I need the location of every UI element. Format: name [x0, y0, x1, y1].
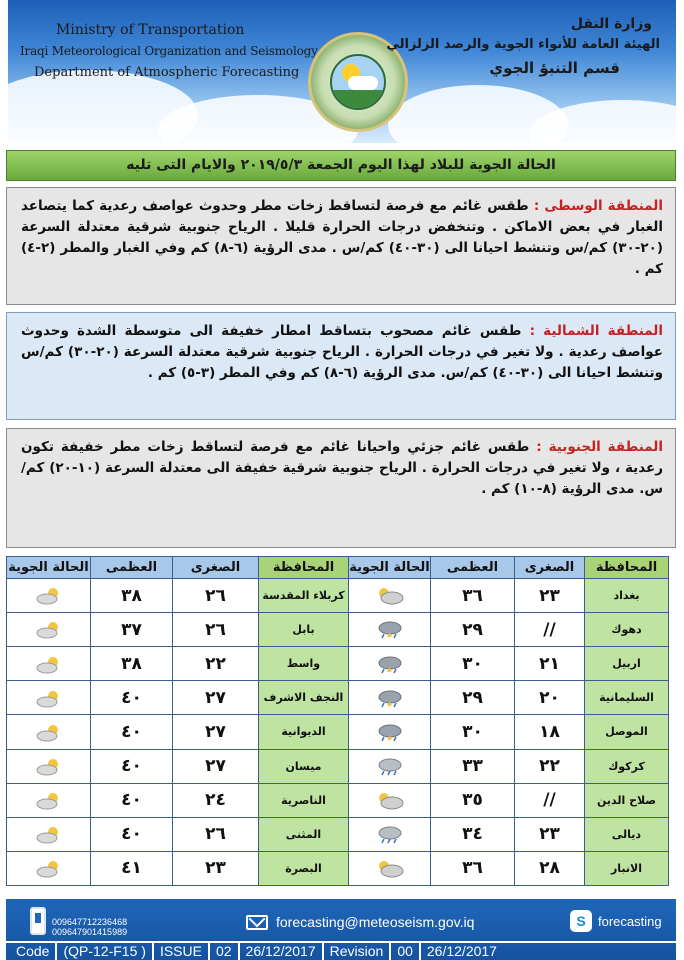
table-row: [7, 647, 669, 681]
thunder-rain-icon: [375, 620, 405, 639]
min-temp-cell: ٢٦: [173, 579, 259, 613]
max-temp-cell: ٣٨: [91, 579, 173, 613]
max-temp-cell: ٣٣: [431, 749, 515, 783]
mail-icon: [246, 915, 268, 930]
weather-icon-cell: [349, 783, 431, 817]
organization-en: Iraqi Meteorological Organization and Seismology: [20, 44, 318, 58]
max-temp-cell: ٤٠: [91, 715, 173, 749]
table-row: [7, 817, 669, 851]
region-text: طقس غائم مصحوب بتساقط امطار خفيفة الى متوسطة الشدة وحدوث عواصف رعدية . ولا تغير في درجات الحرارة . الرياح جنوبية شرقية معتدلة السرعة (٢٠-٣٠) كم/س وتنشط احيانا الى (٣٠-٤٠) كم/س. مدى الرؤية (٦-٨) كم وفي المطر (٣-٥) كم .: [21, 323, 663, 381]
min-temp-cell: ٢٨: [515, 851, 585, 885]
header-province: المحافظة: [585, 557, 669, 579]
header-province: المحافظة: [259, 557, 349, 579]
issue-number: 02: [208, 943, 238, 960]
weather-icon-cell: [7, 579, 91, 613]
min-temp-cell: ٢١: [515, 647, 585, 681]
min-temp-cell: ٢٣: [515, 579, 585, 613]
header-weather: الحالة الجوية: [349, 557, 431, 579]
partly-cloudy-icon: [34, 825, 64, 844]
min-temp-cell: ٢٤: [173, 783, 259, 817]
max-temp-cell: ٣٠: [431, 715, 515, 749]
code-value: (QP-12-F15 ): [55, 943, 151, 960]
table-row: [7, 579, 669, 613]
phone-number: 009647901415989: [52, 927, 128, 937]
phone-number: 009647712236468: [52, 917, 128, 927]
max-temp-cell: ٤٠: [91, 817, 173, 851]
province-cell: المثنى: [259, 817, 349, 851]
phone-numbers: [52, 917, 127, 937]
revision-date: 26/12/2017: [419, 943, 503, 960]
min-temp-cell: ٢٣: [515, 817, 585, 851]
header: [8, 0, 676, 143]
department-en: Department of Atmospheric Forecasting: [34, 65, 300, 80]
partly-cloudy-icon: [34, 688, 64, 707]
max-temp-cell: ٣٦: [431, 579, 515, 613]
min-temp-cell: ١٨: [515, 715, 585, 749]
weather-icon-cell: [349, 579, 431, 613]
province-cell: الموصل: [585, 715, 669, 749]
weather-icon-cell: [349, 681, 431, 715]
region-label: المنطقة الجنوبية :: [536, 439, 663, 455]
max-temp-cell: ٣٥: [431, 783, 515, 817]
skype-handle[interactable]: forecasting: [598, 914, 662, 929]
header-max: العظمى: [91, 557, 173, 579]
partly-cloudy-icon: [34, 756, 64, 775]
weather-icon-cell: [7, 817, 91, 851]
province-cell: النجف الاشرف: [259, 681, 349, 715]
cloud-sun-icon: [375, 790, 405, 809]
weather-icon-cell: [349, 715, 431, 749]
document-code-bar: [6, 941, 676, 960]
organization-ar: الهيئة العامة للأنواء الجوية والرصد الزلزالي: [386, 37, 660, 52]
skype-icon: S: [570, 910, 592, 932]
max-temp-cell: ٤٠: [91, 681, 173, 715]
partly-cloudy-icon: [34, 620, 64, 639]
weather-icon-cell: [7, 749, 91, 783]
page-title: الحالة الجوية للبلاد لهذا اليوم الجمعة ٢٠١٩/٥/٣ والايام التى تليه: [6, 150, 676, 181]
max-temp-cell: ٤٠: [91, 749, 173, 783]
table-row: [7, 681, 669, 715]
english-header: [20, 20, 318, 83]
table-header-row: [7, 557, 669, 579]
province-cell: الانبار: [585, 851, 669, 885]
revision-number: 00: [389, 943, 419, 960]
header-max: العظمى: [431, 557, 515, 579]
province-cell: بغداد: [585, 579, 669, 613]
cloud-rain-icon: [375, 756, 405, 775]
cloud-rain-icon: [375, 825, 405, 844]
province-cell: كربلاء المقدسة: [259, 579, 349, 613]
weather-icon-cell: [349, 647, 431, 681]
min-temp-cell: //: [515, 783, 585, 817]
partly-cloudy-icon: [34, 859, 64, 878]
weather-icon-cell: [7, 715, 91, 749]
province-cell: كركوك: [585, 749, 669, 783]
partly-cloudy-icon: [34, 586, 64, 605]
phone-icon: [30, 907, 46, 935]
weather-icon-cell: [349, 817, 431, 851]
thunder-rain-icon: [375, 654, 405, 673]
region-text: طقس غائم مع فرصة لتساقط زخات مطر وحدوث عواصف رعدية كما يتصاعد الغبار في بعض الاماكن . وتنخفض درجات الحرارة قليلا . الرياح جنوبية شرقية معتدلة السرعة (٢٠-٣٠) كم/س وتنشط احيانا الى (٣٠-٤٠) كم/س . مدى الرؤية (٦-٨) كم وفي الغبار والمطر (٢-٤) كم .: [21, 198, 663, 277]
weather-icon-cell: [349, 851, 431, 885]
province-cell: بابل: [259, 613, 349, 647]
region-central-forecast: [6, 187, 676, 305]
footer: [6, 899, 676, 960]
temperature-table: [6, 556, 669, 886]
max-temp-cell: ٣٦: [431, 851, 515, 885]
department-ar: قسم التنبؤ الجوي: [489, 59, 620, 77]
province-cell: صلاح الدين: [585, 783, 669, 817]
province-cell: الناصرية: [259, 783, 349, 817]
province-cell: دهوك: [585, 613, 669, 647]
province-cell: ديالى: [585, 817, 669, 851]
arabic-header: [386, 14, 660, 80]
header-min: الصغرى: [173, 557, 259, 579]
min-temp-cell: ٢٣: [173, 851, 259, 885]
table-row: [7, 715, 669, 749]
max-temp-cell: ٢٩: [431, 681, 515, 715]
weather-icon-cell: [7, 851, 91, 885]
max-temp-cell: ٣٤: [431, 817, 515, 851]
weather-icon-cell: [349, 749, 431, 783]
province-cell: البصرة: [259, 851, 349, 885]
max-temp-cell: ٣٠: [431, 647, 515, 681]
header-weather: الحالة الجوية: [7, 557, 91, 579]
weather-icon-cell: [7, 613, 91, 647]
weather-icon-cell: [349, 613, 431, 647]
max-temp-cell: ٣٨: [91, 647, 173, 681]
issue-date: 26/12/2017: [238, 943, 322, 960]
thunder-rain-icon: [375, 722, 405, 741]
partly-cloudy-icon: [34, 722, 64, 741]
region-text: طقس غائم جزئي واحيانا غائم مع فرصة لتساقط زخات مطر خفيفة تكون رعدية ، ولا تغير في درجات الحرارة . الرياح جنوبية شرقية خفيفة الى معتدلة السرعة (١٠-٢٠) كم/س. مدى الرؤية (٨-١٠) كم .: [21, 439, 663, 497]
table-row: [7, 613, 669, 647]
province-cell: ميسان: [259, 749, 349, 783]
table-row: [7, 783, 669, 817]
cloud-sun-icon: [375, 859, 405, 878]
max-temp-cell: ٣٧: [91, 613, 173, 647]
max-temp-cell: ٤٠: [91, 783, 173, 817]
cloud-sun-icon: [375, 586, 405, 605]
min-temp-cell: //: [515, 613, 585, 647]
code-label: Code: [16, 943, 50, 959]
revision-label: Revision: [322, 943, 390, 960]
issue-label: ISSUE: [152, 943, 208, 960]
min-temp-cell: ٢٢: [515, 749, 585, 783]
max-temp-cell: ٤١: [91, 851, 173, 885]
region-north-forecast: [6, 312, 676, 420]
min-temp-cell: ٢٧: [173, 681, 259, 715]
table-body: [7, 579, 669, 886]
min-temp-cell: ٢٠: [515, 681, 585, 715]
weather-icon-cell: [7, 647, 91, 681]
min-temp-cell: ٢٧: [173, 715, 259, 749]
province-cell: السليمانية: [585, 681, 669, 715]
ministry-ar: وزارة النقل: [570, 16, 652, 32]
region-label: المنطقة الشمالية :: [529, 323, 663, 339]
province-cell: الديوانية: [259, 715, 349, 749]
weather-icon-cell: [7, 681, 91, 715]
table-row: [7, 851, 669, 885]
table-row: [7, 749, 669, 783]
max-temp-cell: ٢٩: [431, 613, 515, 647]
ministry-en: Ministry of Transportation: [56, 22, 245, 38]
partly-cloudy-icon: [34, 654, 64, 673]
min-temp-cell: ٢٦: [173, 817, 259, 851]
weather-emblem-icon: [330, 54, 386, 110]
province-cell: اربيل: [585, 647, 669, 681]
min-temp-cell: ٢٦: [173, 613, 259, 647]
province-cell: واسط: [259, 647, 349, 681]
min-temp-cell: ٢٢: [173, 647, 259, 681]
region-label: المنطقة الوسطى :: [533, 198, 663, 214]
thunder-rain-icon: [375, 688, 405, 707]
min-temp-cell: ٢٧: [173, 749, 259, 783]
header-min: الصغرى: [515, 557, 585, 579]
partly-cloudy-icon: [34, 790, 64, 809]
weather-icon-cell: [7, 783, 91, 817]
email-address[interactable]: forecasting@meteoseism.gov.iq: [276, 914, 475, 930]
region-south-forecast: [6, 428, 676, 548]
